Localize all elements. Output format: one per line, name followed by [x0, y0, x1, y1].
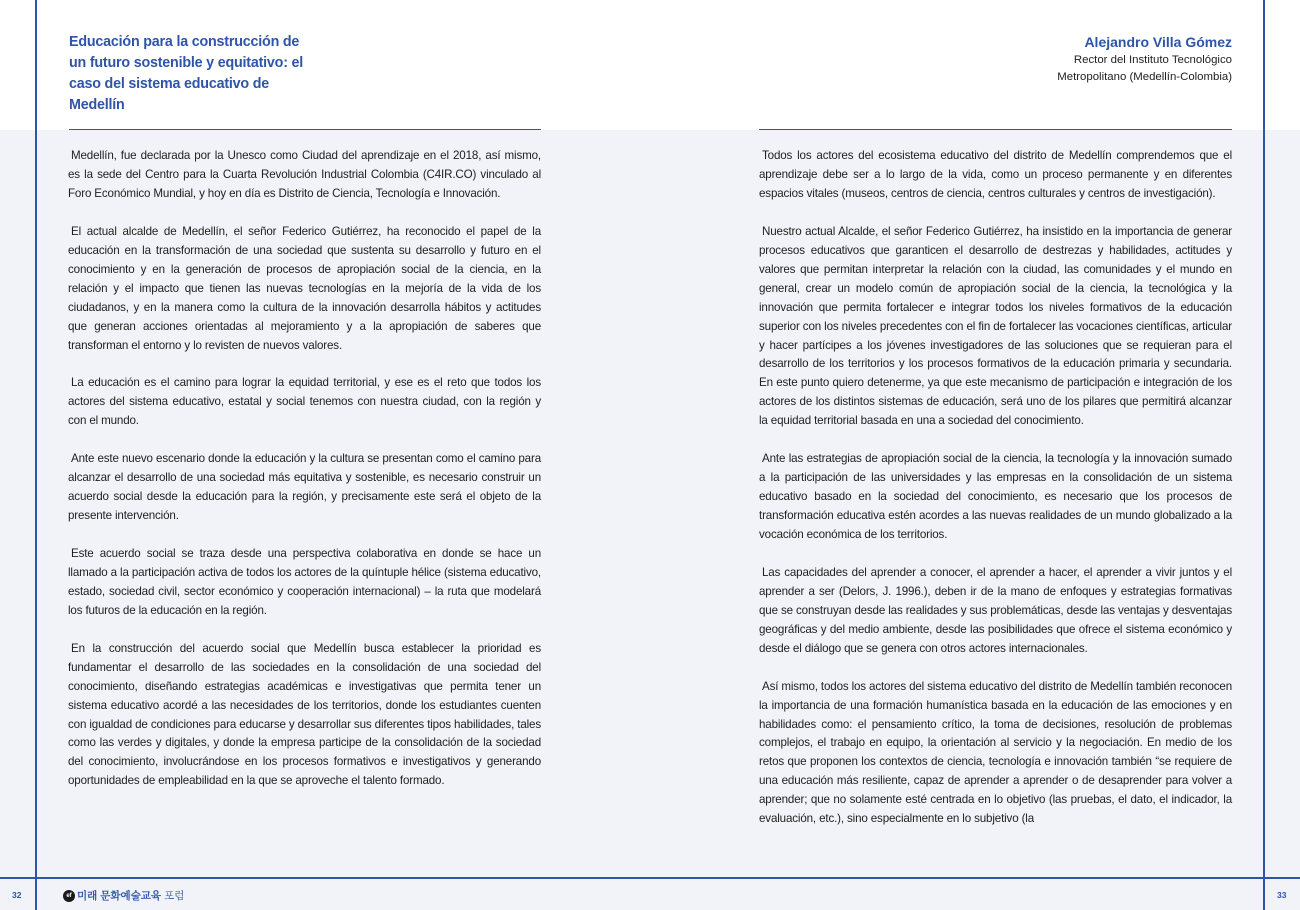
- left-margin-line: [35, 0, 37, 910]
- author-block: [932, 32, 1232, 86]
- brand-logo-icon: ef: [63, 890, 75, 902]
- author-role-line2: Metropolitano (Medellín-Colombia): [1057, 71, 1232, 83]
- right-paragraph: Todos los actores del ecosistema educativo del distrito de Medellín comprendemos que el aprendizaje debe ser a lo largo de la vida, como un proceso permanente y en diferentes espacios vitales (museos, centros de ciencia, centros culturales y centros de investigación).: [759, 149, 1232, 200]
- right-paragraph: Ante las estrategias de apropiación social de la ciencia, la tecnología y la innovación sumado a la participación de las universidades y las empresas en la consolidación de un sistema educativo basado en la sociedad del conocimiento, es necesario que los procesos de transformación educativa estén acordes a las nuevas realidades de un mundo globalizado a la vocación económica de los territorios.: [759, 452, 1232, 542]
- footer-brand: [63, 888, 184, 903]
- right-paragraph: Así mismo, todos los actores del sistema educativo del distrito de Medellín también reconocen la importancia de una formación humanística basada en la educación de las emociones y en habilidades como: el pensamiento crítico, la toma de decisiones, resolución de problemas complejos, el trabajo en equipo, la orientación al servicio y la negociación. En medio de los retos que proponen los contextos de ciencia, tecnología e innovación también “se requiere de una educación más resiliente, capaz de aprender a aprender o de desaprender para volver a aprender; que no solamente esté centrada en lo objetivo (las pruebas, el dato, el indicador, la evaluación, etc.), sino especialmente en lo subjetivo (la: [759, 679, 1233, 826]
- author-role-line1: Rector del Instituto Tecnológico: [1073, 54, 1232, 66]
- brand-name: 미래 문화예술교육: [77, 890, 162, 902]
- left-paragraph: Este acuerdo social se traza desde una perspectiva colaborativa en donde se hace un llamado a la participación activa de todos los actores de la quíntuple hélice (sistema educativo, estado, sociedad civil, sector económico y cooperación internacional) – la ruta que modelará los futuros de la educación en la región.: [68, 546, 541, 617]
- left-header-rule: [69, 129, 541, 130]
- left-column: [68, 147, 541, 810]
- footer-line: [0, 877, 1300, 879]
- left-paragraph: Medellín, fue declarada por la Unesco como Ciudad del aprendizaje en el 2018, así mismo, es la sede del Centro para la Cuarta Revolución Industrial Colombia (C4IR.CO) vinculado al Foro Económico Mundial, y hoy en día es Distrito de Ciencia, Tecnología e Innovación.: [68, 149, 541, 200]
- article-title: Educación para la construcción de un futuro sostenible y equitativo: el caso del sistema educativo de Medellín: [69, 34, 304, 113]
- right-paragraph: Las capacidades del aprender a conocer, el aprender a hacer, el aprender a vivir juntos y el aprender a ser (Delors, J. 1996.), deben ir de la mano de enfoques y estrategias formativas que se construyan desde las realidades y sus problemáticas, desde las ventajas y desventajas geográficas y del medio ambiente, desde las posibilidades que ofrece el sistema económico y desde el diálogo que se genera con otros actores internacionales.: [759, 565, 1232, 655]
- right-column: [759, 147, 1232, 848]
- right-page-number: 33: [1277, 890, 1287, 900]
- brand-suffix: 포럼: [164, 890, 185, 902]
- right-header-rule: [759, 129, 1232, 130]
- left-paragraph: Ante este nuevo escenario donde la educación y la cultura se presentan como el camino para alcanzar el desarrollo de una sociedad más equitativa y sostenible, es necesario construir un acuerdo social desde la educación para la región, y precisamente este será el objeto de la presente intervención.: [68, 452, 541, 523]
- left-paragraph: En la construcción del acuerdo social que Medellín busca establecer la prioridad es fundamentar el desarrollo de las sociedades en la consolidación de una sociedad del conocimiento, diseñando estrategias académicas e investigativas que permita tener un sistema educativo acordé a las necesidades de los territorios, donde los estudiantes cuenten con igualdad de condiciones para educarse y desarrollar sus diferentes tipos habilidades, tales como las verdes y digitales, y donde la empresa participe de la consolidación de la sociedad del conocimiento, involucrándose en los procesos formativos e investigativos y generando oportunidades de empleabilidad en la que se aproveche el talento formado.: [68, 641, 541, 788]
- right-margin-line: [1263, 0, 1265, 910]
- left-paragraph: La educación es el camino para lograr la equidad territorial, y ese es el reto que todos los actores del sistema educativo, estatal y social tenemos con nuestra ciudad, con la región y con el mundo.: [68, 376, 541, 428]
- right-paragraph: Nuestro actual Alcalde, el señor Federico Gutiérrez, ha insistido en la importancia de generar procesos educativos que garanticen el desarrollo de destrezas y habilidades, actitudes y valores que permitan interpretar la relación con la ciudad, las comunidades y el mundo en general, crear un modelo común de apropiación social de la ciencia, la tecnológica y la innovación que permita fortalecer e integrar todos los niveles formativos de la educación superior con los niveles precedentes con el fin de fortalecer las vocaciones científicas, articular y hacer partícipes a los jóvenes investigadores de las soluciones que se requieran para el desarrollo de los territorios y los procesos formativos de la educación primaria y secundaria. En este punto quiero detenerme, ya que este mecanismo de participación e integración de los actores de los distintos sistemas de educación, será uno de los pilares que permitirá alcanzar la equidad territorial basada en una a sociedad del conocimiento.: [759, 224, 1232, 428]
- author-name: Alejandro Villa Gómez: [1084, 34, 1232, 50]
- left-paragraph: El actual alcalde de Medellín, el señor Federico Gutiérrez, ha reconocido el papel de la educación en la transformación de una sociedad que sustenta su desarrollo y futuro en el conocimiento y en la generación de procesos de apropiación social de la ciencia, en la relación y el impacto que tienen las nuevas tecnologías en la mejoría de la vida de los ciudadanos, y en la manera como la cultura de la innovación desarrolla hábitos y actitudes que generan acciones orientadas al mejoramiento y a la apropiación de saberes que transforman el entorno y lo revisten de nuevos valores.: [68, 224, 541, 352]
- left-page-number: 32: [12, 890, 22, 900]
